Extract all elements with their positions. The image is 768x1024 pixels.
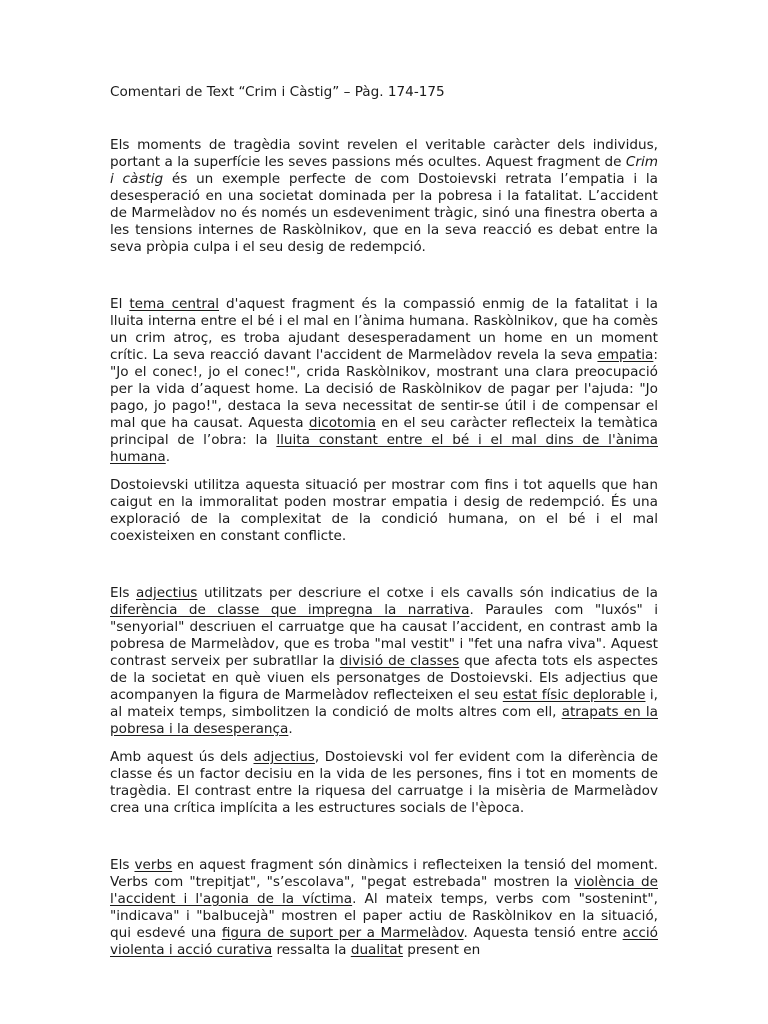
text-run: present en	[402, 942, 481, 958]
document-title: Comentari de Text “Crim i Càstig” – Pàg. 174-175	[110, 84, 445, 100]
paragraph-redemption	[110, 477, 658, 545]
paragraph-intro	[110, 137, 658, 256]
underlined-term: adjectius	[253, 749, 315, 765]
text-run: .	[165, 449, 171, 465]
text-run: . Al mateix temps, verbs com "sostenint", "indicava" i "balbucejà" mostren el paper actiu de Raskòlnikov en la situació, qui esdevé una	[110, 891, 658, 941]
italic-title: Crim i càstig	[110, 154, 658, 187]
text-run: .	[288, 721, 293, 737]
underlined-term: lluita constant entre el bé i el mal dins de l'ànima humana	[110, 432, 658, 465]
text-run: . Aquesta tensió entre	[463, 925, 623, 941]
underlined-term: divisió de classes	[339, 653, 460, 669]
text-run: . Paraules com "luxós" i "senyorial" descriuen el carruatge que ha causat l’accident, en contrast amb la pobresa de Marmelàdov, que es troba "mal vestit" i "fet una nafra viva". Aquest contrast serveix per subratllar la	[110, 602, 659, 669]
text-run: és un exemple perfecte de com Dostoievski retrata l’empatia i la desesperació en una societat dominada per la pobresa i la fatalitat. L’accident de Marmelàdov no és només un esdeveniment tràgic, sinó una finestra oberta a les tensions internes de Raskòlnikov, que en la seva reacció es debat entre la seva pròpia culpa i el seu desig de redempció.	[110, 171, 658, 255]
text-run: ressalta la	[272, 942, 351, 958]
text-run: i, al mateix temps, simbolitzen la condició de molts altres com ell,	[110, 687, 658, 720]
paragraph-class-difference	[110, 749, 658, 817]
text-run: que afecta tots els aspectes de la societat en què viuen els personatges de Dostoievski. Els adjectius que acompanyen la figura de Marmelàdov reflecteixen el seu	[110, 653, 658, 703]
text-run: , Dostoievski vol fer evident com la diferència de classe és un factor decisiu en la vida de les persones, fins i tot en moments de tragèdia. El contrast entre la riquesa del carruatge i la misèria de Marmelàdov crea una crítica implícita a les estructures socials de l'època.	[110, 749, 658, 816]
text-run: Els	[110, 585, 137, 601]
underlined-term: dicotomia	[308, 415, 377, 431]
underlined-term: adjectius	[136, 585, 198, 601]
text-run: Els	[110, 857, 135, 873]
text-run: Amb aquest ús dels	[110, 749, 254, 765]
text-run: en aquest fragment són dinàmics i reflecteixen la tensió del moment. Verbs com "trepitjat", "s’escolava", "pegat estrebada" mostren la	[110, 857, 658, 890]
underlined-term: verbs	[134, 857, 173, 873]
paragraph-central-theme	[110, 296, 658, 466]
underlined-term: empatia	[597, 347, 654, 363]
underlined-term: tema central	[129, 296, 220, 312]
text-run: Els moments de tragèdia sovint revelen el veritable caràcter dels individus, portant a la superfície les seves passions més ocultes. Aquest fragment de	[110, 137, 658, 170]
underlined-term: atrapats en la pobresa i la desesperança	[110, 704, 658, 737]
text-run: d'aquest fragment és la compassió enmig de la fatalitat i la lluita interna entre el bé i el mal en l’ànima humana. Raskòlnikov, que ha comès un crim atroç, es troba ajudant desesperadament un home en un moment crític. La seva reacció davant l'accident de Marmelàdov revela la seva	[110, 296, 658, 363]
text-run: El	[110, 296, 130, 312]
paragraph-verbs	[110, 857, 658, 959]
text-run: utilitzats per descriure el cotxe i els cavalls són indicatius de la	[197, 585, 658, 601]
text-run: : "Jo el conec!, jo el conec!", crida Raskòlnikov, mostrant una clara preocupació per la vida d’aquest home. La decisió de Raskòlnikov de pagar per l'ajuda: "Jo pago, jo pago!", destaca la seva necessitat de sentir-se útil i de compensar el mal que ha causat. Aquesta	[110, 347, 658, 431]
paragraph-adjectives	[110, 585, 658, 738]
text-run: en el seu caràcter reflecteix la temàtica principal de l’obra: la	[110, 415, 659, 448]
underlined-term: dualitat	[350, 942, 403, 958]
underlined-term: estat físic deplorable	[502, 687, 646, 703]
underlined-term: diferència de classe que impregna la narrativa	[110, 602, 470, 618]
underlined-term: violència de l'accident i l'agonia de la víctima	[110, 874, 658, 907]
underlined-term: acció violenta i acció curativa	[110, 925, 658, 958]
text-run: Dostoievski utilitza aquesta situació per mostrar com fins i tot aquells que han caigut en la immoralitat poden mostrar empatia i desig de redempció. És una exploració de la complexitat de la condició humana, on el bé i el mal coexisteixen en constant conflicte.	[110, 477, 658, 544]
underlined-term: figura de suport per a Marmelàdov	[221, 925, 464, 941]
